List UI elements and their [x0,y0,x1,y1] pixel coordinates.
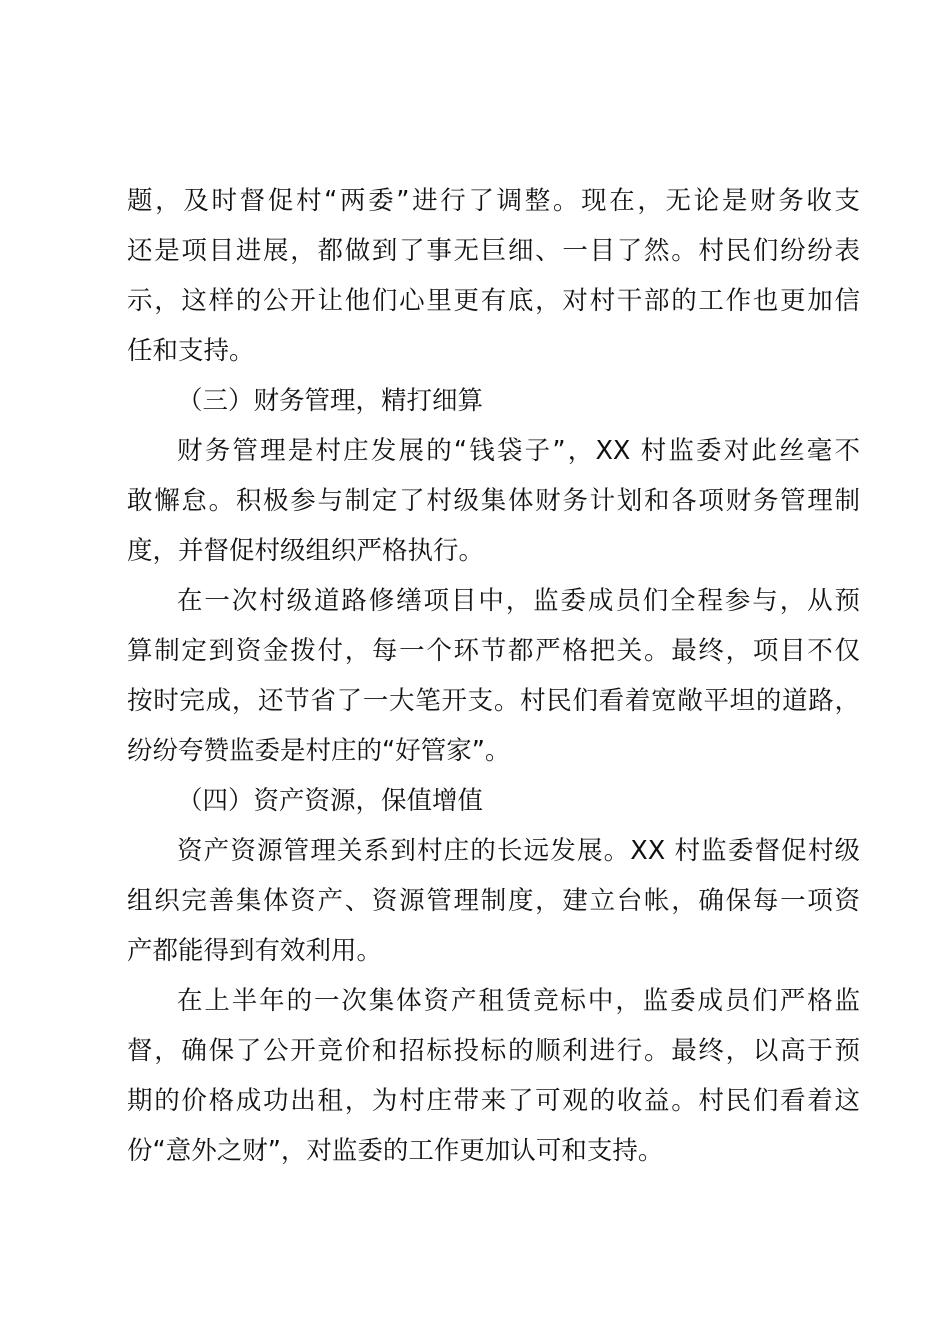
paragraph-line: 组织完善集体资产、资源管理制度，建立台帐，确保每一项资 [127,886,860,916]
paragraph-line: 按时完成，还节省了一大笔开支。村民们看着宽敞平坦的道路， [127,686,860,716]
paragraph-line: 产都能得到有效利用。 [127,936,383,966]
paragraph-line: 敢懈怠。积极参与制定了村级集体财务计划和各项财务管理制 [127,486,860,516]
paragraph-line: 期的价格成功出租，为村庄带来了可观的收益。村民们看着这 [127,1086,860,1116]
paragraph-line: 在一次村级道路修缮项目中，监委成员们全程参与，从预 [177,586,860,616]
section-heading: （三）财务管理，精打细算 [177,386,484,416]
paragraph-line: 算制定到资金拨付，每一个环节都严格把关。最终，项目不仅 [127,636,860,666]
paragraph-line: 任和支持。 [127,336,255,366]
paragraph-line: 度，并督促村级组织严格执行。 [127,536,485,566]
paragraph-line: 份“意外之财”，对监委的工作更加认可和支持。 [127,1136,664,1166]
section-heading: （四）资产资源，保值增值 [177,786,484,816]
paragraph-line: 题，及时督促村“两委”进行了调整。现在，无论是财务收支 [127,186,860,216]
paragraph-line: 示，这样的公开让他们心里更有底，对村干部的工作也更加信 [127,286,860,316]
paragraph-line: 督，确保了公开竞价和招标投标的顺利进行。最终，以高于预 [127,1036,860,1066]
paragraph-line: 财务管理是村庄发展的“钱袋子”，XX 村监委对此丝毫不 [177,436,860,466]
paragraph-line: 在上半年的一次集体资产租赁竞标中，监委成员们严格监 [177,986,860,1016]
paragraph-line: 纷纷夸赞监委是村庄的“好管家”。 [127,736,511,766]
paragraph-line: 还是项目进展，都做到了事无巨细、一目了然。村民们纷纷表 [127,236,860,266]
paragraph-line: 资产资源管理关系到村庄的长远发展。XX 村监委督促村级 [177,836,860,866]
